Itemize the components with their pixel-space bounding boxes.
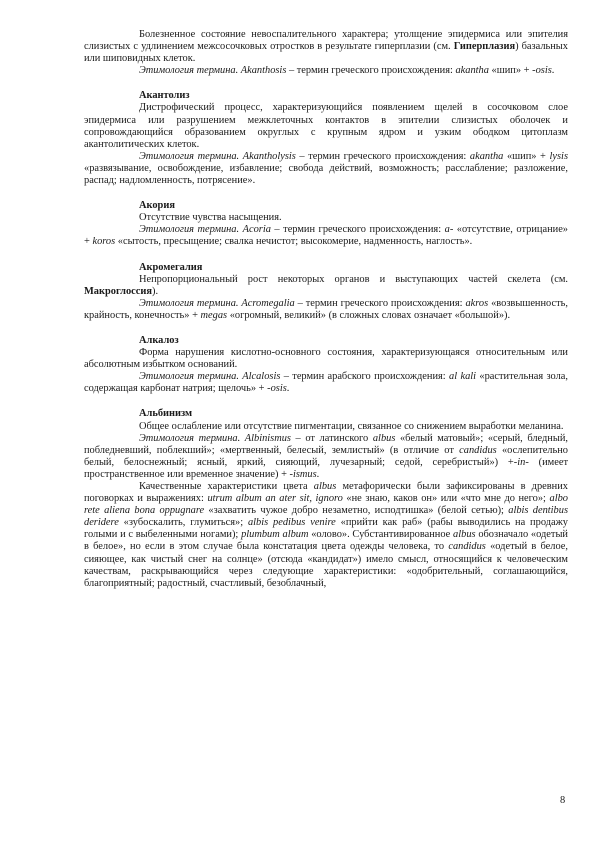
word: candidus xyxy=(448,541,486,553)
text: «одетый в белое, сияющее, как чистый снег на солнце» (отсюда «кандидат») имело смысл, относящийся к человеческим качествам, раскрывающийся через следующие характеристики: «одобрительный, соглашающийся, благоприятный; радостный, счастливый, безоблачный, xyxy=(84,541,568,589)
word: lysis xyxy=(549,150,568,162)
text: ). xyxy=(152,285,159,297)
term-definition xyxy=(84,274,568,298)
term-definition: Общее ослабление или отсутствие пигментации, связанное со снижением выработки меланина. xyxy=(139,420,564,432)
text: – термин греческого происхождения: xyxy=(295,150,470,162)
word: akros xyxy=(465,297,489,309)
text: «развязывание, освобождение, избавление; свобода действий, возможность; расслабление; разложение, распад; надломленность, потрясение». xyxy=(84,162,568,187)
latin-phrase: albis pedibus venire xyxy=(247,517,336,529)
etymology-label: Этимология термина. Acromegalia xyxy=(139,297,295,309)
text: «шип» + xyxy=(488,65,533,77)
etymology-label: Этимология термина. Acoria xyxy=(139,224,271,236)
word: megas xyxy=(200,309,228,321)
term-etymology xyxy=(84,298,568,322)
text: «растительная зола, содержащая карбонат натрия; щелочь» + xyxy=(84,371,568,395)
text: . xyxy=(551,65,555,77)
word: akantha xyxy=(469,150,504,162)
word: candidus xyxy=(459,444,497,456)
text: «возвышенность, крайность, конечность» + xyxy=(84,297,568,321)
term-title: Альбинизм xyxy=(139,408,193,420)
intro-etymology xyxy=(84,65,568,77)
word: al kali xyxy=(449,371,477,383)
word: -osis xyxy=(267,383,287,395)
latin-phrase: utrum album an ater sit, ignoro xyxy=(207,493,343,505)
text: . xyxy=(316,468,320,480)
text: «олово». Субстантивированное xyxy=(308,529,454,541)
term-commentary xyxy=(84,481,568,590)
latin-phrase: albo rete aliena bona oppugnare xyxy=(84,493,568,517)
intro-definition xyxy=(84,29,568,65)
text: «белый матовый»; «серый, бледный, побледневший, поблекший»; «мертвенный, белесый, землистый» (в отличие от xyxy=(84,432,568,456)
term-etymology xyxy=(84,433,568,481)
term-title: Акромегалия xyxy=(139,261,203,273)
term-definition: Отсутствие чувства насыщения. xyxy=(139,212,282,224)
etymology-label: Этимология термина. Akantholysis xyxy=(139,150,296,162)
text: Непропорциональный рост некоторых органов и выступающих частей скелета (см. xyxy=(139,273,568,285)
word: koros xyxy=(92,236,116,248)
latin-phrase: plumbum album xyxy=(241,529,309,541)
text: Болезненное состояние невоспалительного характера; утолщение эпидермиса или эпителия слизистых с удлинением межсосочковых отростков в результате гиперплазии (см. xyxy=(84,29,568,53)
text: ) базальных или шиповидных клеток. xyxy=(84,41,568,65)
term-etymology xyxy=(84,371,568,395)
term-etymology xyxy=(84,224,568,248)
word: albus xyxy=(372,432,396,444)
term-etymology xyxy=(84,151,568,187)
etymology-label: Этимология термина. Alcalosis xyxy=(139,371,281,383)
cross-reference: Гиперплазия xyxy=(453,41,516,53)
text: «зубоскалить, глумиться»; xyxy=(118,517,248,529)
word: albus xyxy=(313,481,337,492)
text: метафорически были зафиксированы в древних поговорках и выражениях: xyxy=(84,481,568,505)
text: . xyxy=(286,383,290,395)
word: -ismus xyxy=(289,468,317,480)
word: albus xyxy=(453,529,476,541)
term-definition: Форма нарушения кислотно-основного состояния, характеризующаяся относительным или абсолютным избытком оснований. xyxy=(84,347,568,371)
text: «отсутствие, отрицание» + xyxy=(84,224,568,248)
text: – термин греческого происхождения: xyxy=(294,297,466,309)
text: Качественные характеристики цвета xyxy=(139,481,314,492)
text: (имеет пространственное или временное значение) + xyxy=(84,456,568,480)
etymology-label: Этимология термина. Albinismus xyxy=(139,432,291,444)
latin-phrase: albis dentibus deridere xyxy=(84,505,568,529)
text: «ослепительно белый, белоснежный; ясный, яркий, сияющий, лучезарный; седой, серебристый») + xyxy=(84,444,568,468)
word: -in- xyxy=(513,456,529,468)
word: akantha xyxy=(455,65,489,77)
text: – термин арабского происхождения: xyxy=(280,371,450,383)
word: a- xyxy=(444,224,454,236)
text: обозначало «одетый в белое», но если в этом случае была констатация цвета одежды человека, то xyxy=(84,529,568,553)
term-definition: Дистрофический процесс, характеризующийся появлением щелей в сосочковом слое эпидермиса или разрушением межклеточных контактов в эпителии слизистых оболочек и сопровождающийся образованием округлых с крупным ядром и узким ободком цитоплазм акантолитических клеток. xyxy=(84,102,568,150)
text: – термин греческого происхождения: xyxy=(286,65,456,77)
term-title: Алкалоз xyxy=(139,334,179,346)
etymology-label: Этимология термина. Akanthosis xyxy=(139,65,287,77)
text: «сытость, пресыщение; свалка нечистот; высокомерие, надменность, наглость». xyxy=(115,236,473,248)
text: «шип» + xyxy=(503,150,550,162)
term-title: Акория xyxy=(139,200,175,212)
text: «прийти как раб» (рабы выводились на продажу голыми и с выбеленными ногами); xyxy=(84,517,568,541)
text: «не знаю, каков он» или «что мне до него»; xyxy=(342,493,550,505)
text: «огромный, великий» (в сложных словах означает «большой»). xyxy=(227,309,511,321)
document-page xyxy=(84,29,568,590)
term-title: Акантолиз xyxy=(139,90,190,102)
cross-reference: Макроглоссия xyxy=(84,285,153,297)
page-number: 8 xyxy=(560,795,566,806)
text: «захватить чужое добро незаметно, исподтишка» (белой сетью); xyxy=(204,505,509,517)
word: -osis xyxy=(532,65,552,77)
text: – термин греческого происхождения: xyxy=(270,224,445,236)
text: – от латинского xyxy=(290,432,373,444)
